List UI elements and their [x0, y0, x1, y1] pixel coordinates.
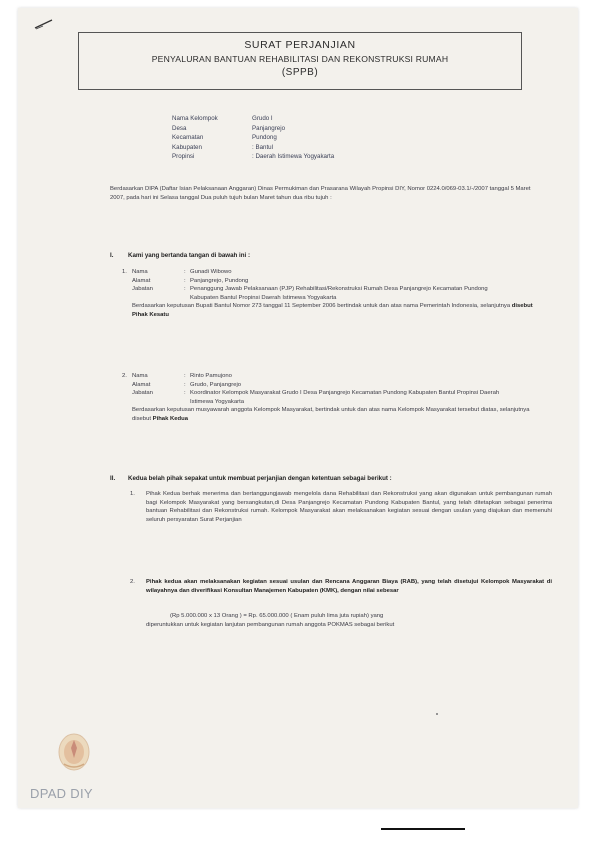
info-row: Desa Panjangrejo — [172, 124, 286, 132]
agreement-item-2: 2. Pihak kedua akan melaksanakan kegiatan sesuai usulan dan Rencana Anggaran Biaya (RAB), yang telah disetujui Kelompok Masyarakat di wilayahnya dan diverifikasi Konsultan Manajemen Kabupaten (KMK), dengan nilai sebesar — [130, 579, 552, 594]
agreement-item-1: 1. Pihak Kedua berhak menerima dan bertanggungjawab mengelola dana Rehabilitasi dan Rekonstruksi yang akan digunakan untuk pembangunan rumah bagi Kelompok Masyarakat yang bersangkutan,di Desa Panjangrejo Kecamatan Pundong Kabupaten Bantul, yang telah ditetapkan sebagai penerima bantuan Rehabilitasi dan Rekonstruksi rumah. Kelompok Masyarakat akan melaksanakan kegiatan sesuai dengan usulan yang diajukan dan memenuhi seluruh persyaratan Surat Perjanjian — [130, 491, 552, 523]
title-line-2: PENYALURAN BANTUAN REHABILITASI DAN REKONSTRUKSI RUMAH — [151, 54, 449, 64]
speck-mark — [436, 713, 438, 715]
party-2-block: 2. Nama : Rinto Pamujono Alamat : Grudo, Panjangrejo Jabatan : Koordinator Kelompok Masyarakat Grudo I Desa Panjangrejo Kecamatan Pundong Kabupaten Bantul Propinsi Daerah Istimewa Yogyakarta Berdasarkan keputusan musyawarah anggota Kelompok Masyarakat, bertindak untuk dan atas nama Kelompok Masyarakat tersebut diatas, selanjutnya disebut Pihak Kedua — [122, 372, 542, 424]
section-1-heading: I. Kami yang bertanda tangan di bawah ini : — [110, 252, 251, 259]
pen-mark-icon — [34, 18, 56, 30]
party-2-basis: Berdasarkan keputusan musyawarah anggota Kelompok Masyarakat, bertindak untuk dan atas nama Kelompok Masyarakat tersebut diatas, selanjutnya disebut Pihak Kedua — [132, 407, 530, 422]
section-2-heading: II. Kedua belah pihak sepakat untuk membuat perjanjian dengan ketentuan sebagai berikut : — [110, 475, 392, 482]
watermark-text: DPAD DIY — [30, 786, 93, 801]
bottom-rule — [381, 828, 465, 830]
group-info — [172, 114, 334, 162]
budget-calculation: (Rp 5.000.000 x 13 Orang ) = Rp. 65.000.000 ( Enam puluh lima juta rupiah) yang diperuntukkan untuk kegiatan lanjutan pembangunan rumah anggota POKMAS sebagai berikut — [146, 613, 395, 628]
intro-paragraph: Berdasarkan DIPA (Daftar Isian Pelaksanaan Anggaran) Dinas Permukiman dan Prasarana Wilayah Propinsi DIY, Nomor 0224.0/069-03.1/-/2007 tanggal 5 Maret 2007, pada hari ini Selasa tanggal Dua puluh tujuh bulan Maret tahun dua ribu tujuh : — [110, 186, 531, 202]
title-line-3: (SPPB) — [281, 67, 319, 78]
title-line-1: SURAT PERJANJIAN — [244, 39, 356, 51]
title-box — [78, 32, 522, 90]
info-row: Propinsi : Daerah Istimewa Yogyakarta — [172, 153, 335, 161]
party-1-basis: Berdasarkan keputusan Bupati Bantul Nomor 273 tanggal 11 September 2006 bertindak untuk dan atas nama Pemerintah Indonesia, selanjutnya disebut Pihak Kesatu — [132, 303, 533, 318]
info-row: Nama Kelompok Grudo I — [172, 115, 273, 122]
info-row: Kabupaten : Bantul — [172, 143, 273, 151]
info-row: Kecamatan Pundong — [172, 134, 277, 142]
party-1-block: 1. Nama : Gunadi Wibowo Alamat : Panjangrejo, Pundong Jabatan : Penanggung Jawab Pelaksanaan (PJP) Rehabilitasi/Rekonstruksi Rumah Desa Panjangrejo Kecamatan Pundong Kabupaten Bantul Propinsi Daerah Istimewa Yogyakarta Berdasarkan keputusan Bupati Bantul Nomor 273 tanggal 11 September 2006 bertindak untuk dan atas nama Pemerintah Indonesia, selanjutnya disebut Pihak Kesatu — [122, 268, 542, 320]
dpad-emblem-icon — [54, 730, 94, 776]
